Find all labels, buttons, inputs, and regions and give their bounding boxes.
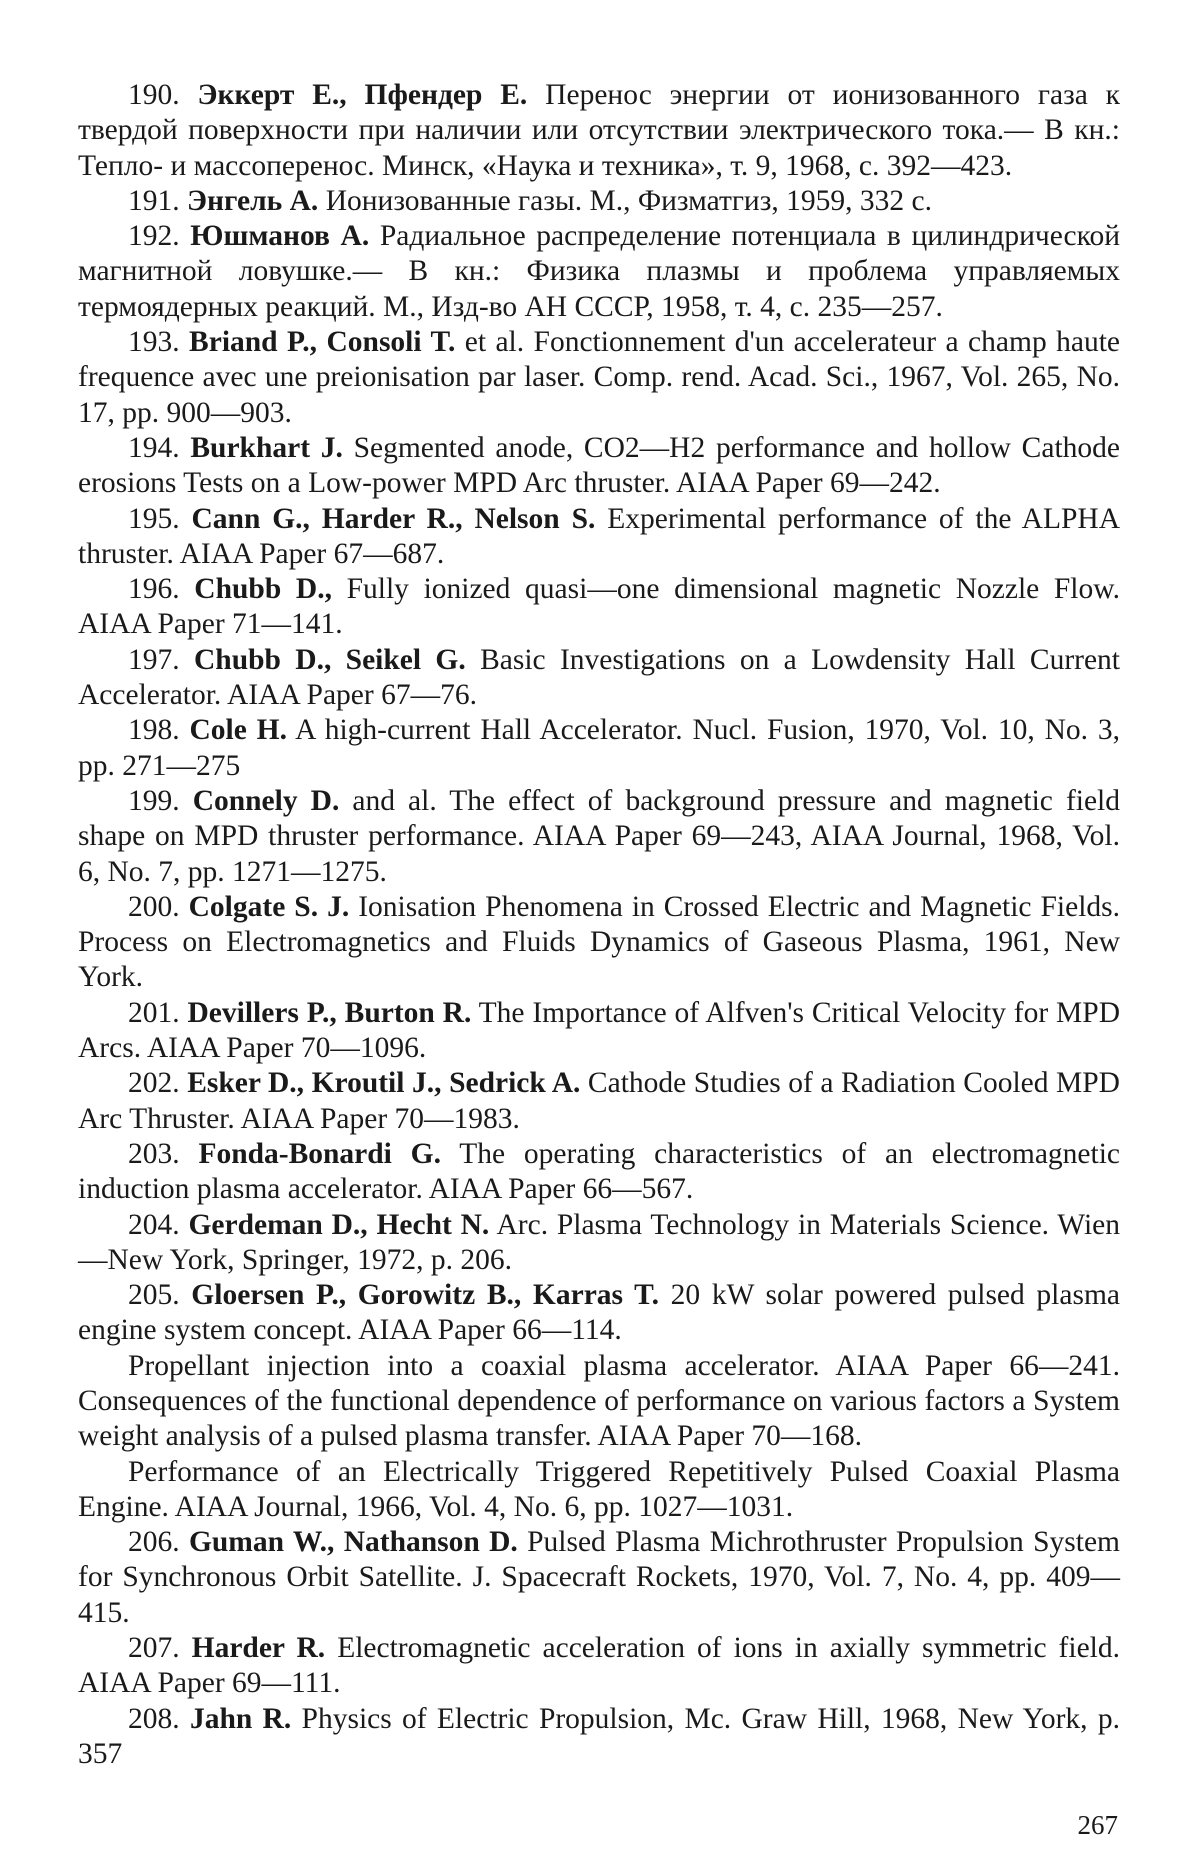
reference-authors: Colgate S. J.: [188, 890, 350, 923]
reference-number: 207.: [128, 1632, 180, 1665]
reference-text: and al. The effect of background pressure and magnetic field shape on MPD thruster performance. AIAA Paper 69—243, AIAA Journal, 1968, Vol. 6, No. 7, pp. 1271—1275.: [78, 784, 1120, 888]
reference-entry: [78, 996, 1120, 1067]
reference-number: 199.: [128, 784, 180, 817]
bibliography-page: [78, 78, 1120, 1772]
reference-text: Ионизованные газы. М., Физматгиз, 1959, 332 с.: [318, 184, 932, 217]
reference-number: 193.: [128, 326, 180, 359]
reference-text: Propellant injection into a coaxial plasma accelerator. AIAA Paper 66—241. Consequences of the functional dependence of performance on various factors a System weight analysis of a pulsed plasma transfer. AIAA Paper 70—168.: [78, 1349, 1120, 1453]
reference-text: Ionisation Phenomena in Crossed Electric and Magnetic Fields. Process on Electromagnetics and Fluids Dynamics of Gaseous Plasma, 1961, New York.: [78, 890, 1121, 994]
reference-number: 195.: [128, 502, 180, 535]
reference-text: Cathode Studies of a Radiation Cooled MPD Arc Thruster. AIAA Paper 70—1983.: [78, 1067, 1120, 1135]
reference-number: 196.: [128, 573, 180, 606]
reference-entry: [78, 1349, 1120, 1455]
reference-text: Радиальное распределение потенциала в цилиндрической магнитной ловушке.— В кн.: Физика плазмы и проблема управляемых термоядерных реакций. М., Изд-во АН СССР, 1958, т. 4, с. 235—257.: [78, 220, 1120, 323]
reference-authors: Burkhart J.: [190, 431, 343, 464]
reference-authors: Cann G., Harder R., Nelson S.: [191, 502, 596, 535]
reference-number: 201.: [128, 996, 180, 1029]
reference-authors: Chubb D., Seikel G.: [193, 643, 466, 676]
reference-text: The Importance of Alfven's Critical Velocity for MPD Arcs. AIAA Paper 70—1096.: [78, 996, 1120, 1065]
reference-entry: [78, 1702, 1120, 1773]
reference-authors: Chubb D.,: [194, 573, 332, 606]
reference-number: 194.: [128, 431, 180, 464]
reference-text: 20 kW solar powered pulsed plasma engine system concept. AIAA Paper 66—114.: [78, 1279, 1120, 1347]
reference-text: Physics of Electric Propulsion, Mc. Graw Hill, 1968, New York, p. 357: [78, 1702, 1120, 1770]
reference-entry: [78, 184, 1120, 219]
reference-text: et al. Fonctionnement d'un accelerateur a champ haute frequence avec une preionisation par laser. Comp. rend. Acad. Sci., 1967, Vol. 265, No. 17, pp. 900—903.: [78, 326, 1120, 429]
reference-number: 200.: [128, 890, 180, 923]
reference-text: Arc. Plasma Technology in Materials Science. Wien—New York, Springer, 1972, p. 206.: [78, 1208, 1120, 1276]
reference-number: 206.: [128, 1526, 180, 1559]
reference-number: 205.: [128, 1279, 180, 1312]
reference-number: 202.: [128, 1067, 180, 1100]
reference-entry: [78, 1066, 1120, 1137]
reference-authors: Esker D., Kroutil J., Sedrick A.: [187, 1067, 581, 1100]
reference-authors: Энгель А.: [187, 184, 319, 217]
reference-entry: [78, 502, 1120, 573]
reference-text: The operating characteristics of an electromagnetic induction plasma accelerator. AIAA Paper 66—567.: [78, 1137, 1121, 1206]
reference-text: Pulsed Plasma Michrothruster Propulsion System for Synchronous Orbit Satellite. J. Spacecraft Rockets, 1970, Vol. 7, No. 4, pp. 409—415.: [78, 1526, 1120, 1629]
reference-entry: [78, 784, 1120, 890]
reference-number: 191.: [128, 184, 180, 217]
reference-text: Electromagnetic acceleration of ions in axially symmetric field. AIAA Paper 69—111.: [78, 1632, 1120, 1700]
reference-text: A high-current Hall Accelerator. Nucl. Fusion, 1970, Vol. 10, No. 3, pp. 271—275: [78, 714, 1120, 782]
reference-entry: [78, 643, 1120, 714]
reference-authors: Gerdeman D., Hecht N.: [188, 1208, 490, 1241]
reference-text: Performance of an Electrically Triggered Repetitively Pulsed Coaxial Plasma Engine. AIAA Journal, 1966, Vol. 4, No. 6, pp. 1027—1031.: [78, 1455, 1120, 1523]
reference-number: 197.: [128, 643, 180, 676]
reference-authors: Connely D.: [192, 784, 340, 817]
reference-entry: [78, 572, 1120, 643]
reference-entry: [78, 1631, 1120, 1702]
reference-entry: [78, 1278, 1120, 1349]
reference-entry: [78, 431, 1120, 502]
reference-entry: [78, 1455, 1120, 1526]
reference-authors: Harder R.: [191, 1632, 326, 1665]
reference-entry: [78, 1208, 1120, 1279]
reference-authors: Gloersen P., Gorowitz B., Karras T.: [191, 1279, 659, 1312]
reference-authors: Guman W., Nathanson D.: [188, 1526, 518, 1559]
reference-text: Segmented anode, CO2—H2 performance and hollow Cathode erosions Tests on a Low-power MPD Arc thruster. AIAA Paper 69—242.: [78, 431, 1120, 500]
reference-authors: Cole H.: [189, 714, 287, 747]
reference-authors: Эккерт Е., Пфендер Е.: [197, 79, 528, 111]
reference-number: 203.: [128, 1137, 180, 1170]
reference-authors: Юшманов А.: [190, 220, 370, 253]
page-number: 267: [1077, 1810, 1118, 1840]
reference-entry: [78, 78, 1120, 184]
reference-text: Experimental performance of the ALPHA thruster. AIAA Paper 67—687.: [78, 502, 1121, 570]
reference-entry: [78, 713, 1120, 784]
reference-number: 190.: [128, 79, 180, 111]
reference-number: 208.: [128, 1702, 180, 1735]
reference-authors: Jahn R.: [189, 1702, 292, 1735]
reference-number: 204.: [128, 1208, 180, 1241]
reference-authors: Devillers P., Burton R.: [187, 996, 472, 1029]
reference-authors: Fonda-Bonardi G.: [198, 1137, 441, 1170]
reference-text: Basic Investigations on a Lowdensity Hall Current Accelerator. AIAA Paper 67—76.: [78, 643, 1121, 712]
reference-number: 198.: [128, 714, 180, 747]
reference-entry: [78, 325, 1120, 431]
reference-entry: [78, 890, 1120, 996]
reference-text: Перенос энергии от ионизованного газа к твердой поверхности при наличии или отсутствии электрического тока.— В кн.: Тепло- и массоперенос. Минск, «Наука и техника», т. 9, 1968, с. 392—423.: [78, 79, 1121, 182]
reference-text: Fully ionized quasi—one dimensional magnetic Nozzle Flow. AIAA Paper 71—141.: [78, 573, 1121, 641]
reference-entry: [78, 1137, 1120, 1208]
reference-entry: [78, 219, 1120, 325]
reference-number: 192.: [128, 220, 180, 253]
reference-authors: Briand P., Consoli T.: [189, 326, 456, 359]
reference-entry: [78, 1525, 1120, 1631]
